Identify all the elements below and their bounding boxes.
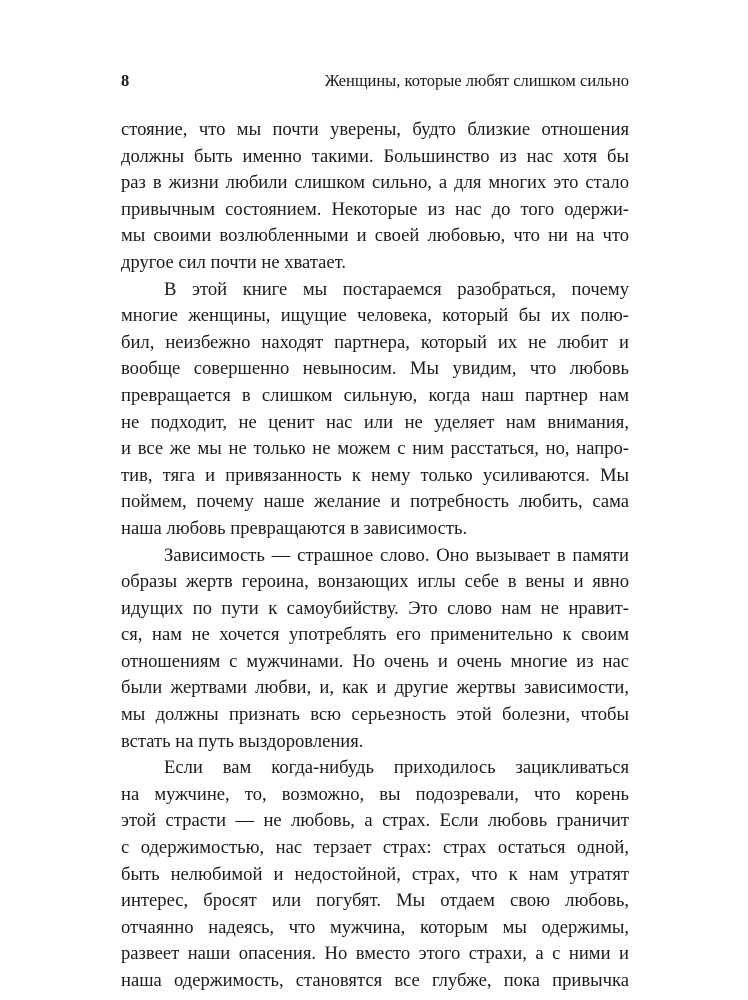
- text-line: бил, неизбежно находят партнера, который их не любит и: [121, 331, 629, 353]
- paragraph-2: [121, 277, 629, 543]
- text-line: В этой книге мы постараемся разобраться, почему: [164, 278, 629, 300]
- text-line: образы жертв героина, вонзающих иглы себе в вены и явно: [121, 571, 629, 593]
- text-line: и все же мы не только не можем с ним расстаться, но, напро-: [121, 438, 629, 460]
- text-line: идущих по пути к самоубийству. Это слово нам не нравит-: [121, 597, 629, 619]
- text-line: наша любовь превращаются в зависимость.: [121, 517, 468, 539]
- text-line: быть нелюбимой и недостойной, страх, что к нам утратят: [121, 863, 629, 885]
- text-line: встать на путь выздоровления.: [121, 730, 364, 752]
- page-number: 8: [121, 71, 130, 90]
- text-line: превращается в слишком сильную, когда наш партнер нам: [121, 384, 629, 406]
- text-line: этой страсти — не любовь, а страх. Если любовь граничит: [121, 810, 629, 832]
- text-line: наша одержимость, становятся все глубже, пока привычка: [121, 970, 629, 991]
- text-line: должны быть именно такими. Большинство из нас хотя бы: [121, 145, 629, 167]
- text-line: другое сил почти не хватает.: [121, 251, 347, 273]
- text-line: стояние, что мы почти уверены, будто близкие отношения: [121, 119, 629, 140]
- paragraph-3: [121, 543, 629, 756]
- paragraph-1: [121, 117, 629, 277]
- text-line: на мужчине, то, возможно, вы подозревали, что корень: [121, 783, 629, 805]
- text-line: с одержимостью, нас терзает страх: страх остаться одной,: [121, 837, 629, 859]
- text-line: мы должны признать всю серьезность этой болезни, чтобы: [121, 704, 629, 726]
- text-line: были жертвами любви, и, как и другие жертвы зависимости,: [121, 677, 629, 699]
- text-line: многие женщины, ищущие человека, который бы их полю-: [121, 305, 629, 327]
- text-line: мы своими возлюбленными и своей любовью, что ни на что: [121, 225, 629, 247]
- book-title: Женщины, которые любят слишком сильно: [324, 71, 629, 90]
- text-line: тив, тяга и привязанность к нему только усиливаются. Мы: [121, 464, 629, 486]
- body-text: [121, 117, 629, 995]
- text-line: поймем, почему наше желание и потребность любить, сама: [121, 491, 629, 513]
- text-line: интерес, бросят или погубят. Мы отдаем свою любовь,: [121, 890, 629, 912]
- text-line: не подходит, не ценит нас или не уделяет нам внимания,: [121, 411, 629, 433]
- text-line: отчаянно надеясь, что мужчина, которым мы одержимы,: [121, 916, 629, 938]
- text-line: вообще совершенно невыносим. Мы увидим, что любовь: [121, 358, 629, 380]
- text-line: отношениям с мужчинами. Но очень и очень многие из нас: [121, 650, 629, 672]
- text-line: привычным состоянием. Некоторые из нас до того одержи-: [121, 198, 629, 220]
- text-line: раз в жизни любили слишком сильно, а для многих это стало: [121, 172, 629, 194]
- paragraph-4: [121, 755, 629, 994]
- text-line: развеет наши опасения. Но вместо этого страхи, а с ними и: [121, 943, 629, 965]
- text-line: Если вам когда-нибудь приходилось зацикливаться: [164, 757, 629, 779]
- running-header: [121, 70, 629, 92]
- text-line: Зависимость — страшное слово. Оно вызывает в памяти: [164, 544, 629, 566]
- text-line: ся, нам не хочется употреблять его применительно к своим: [121, 624, 629, 646]
